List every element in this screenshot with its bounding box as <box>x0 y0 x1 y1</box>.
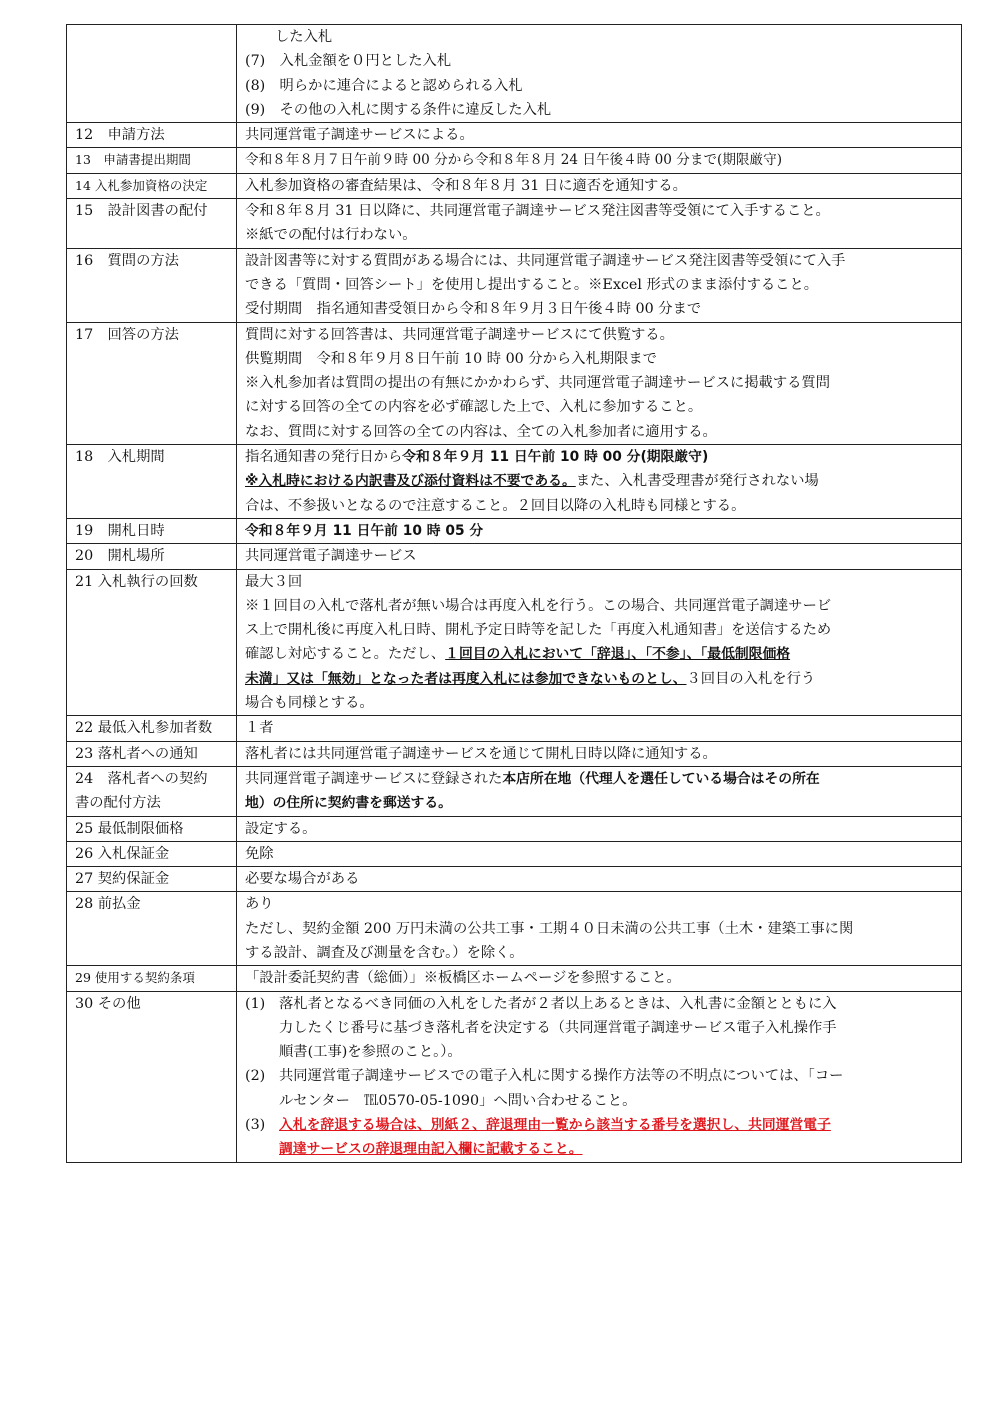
row-header: 12 申請方法 <box>67 123 237 148</box>
item-number: (1) <box>245 995 266 1012</box>
table-row <box>67 991 962 1162</box>
table-row <box>67 766 962 816</box>
content-line: 共同運営電子調達サービス <box>245 548 417 565</box>
table-row <box>67 841 962 866</box>
header-line: 書の配付方法 <box>75 795 161 812</box>
bid-conditions-table <box>66 24 962 1163</box>
content-line: 設定する。 <box>245 820 317 837</box>
row-header: 27 契約保証金 <box>67 867 237 892</box>
content-line: あり <box>245 896 274 913</box>
table-row <box>67 248 962 322</box>
content-line: 質問に対する回答書は、共同運営電子調達サービスにて供覧する。 <box>245 326 674 343</box>
bid-deadline: 令和８年９月 11 日午前 10 時 00 分(期限厳守) <box>402 449 709 466</box>
content-line: (9) その他の入札に関する条件に違反した入札 <box>245 101 552 118</box>
content-line: ※入札参加者は質問の提出の有無にかかわらず、共同運営電子調達サービスに掲載する質問 <box>245 375 831 392</box>
table-row <box>67 569 962 716</box>
list-item <box>245 992 953 1065</box>
row-content <box>237 148 962 173</box>
row-content <box>237 816 962 841</box>
content-line: 力したくじ番号に基づき落札者を決定する（共同運営電子調達サービス電子入札操作手 <box>279 1019 837 1036</box>
row-header: 17 回答の方法 <box>67 322 237 444</box>
content-line: 場合も同様とする。 <box>245 695 374 712</box>
row-content <box>237 741 962 766</box>
content-text: 確認し対応すること。ただし、 <box>245 646 446 663</box>
content-line: 順書(工事)を参照のこと。）。 <box>279 1044 462 1061</box>
table-row <box>67 322 962 444</box>
content-line: ※紙での配付は行わない。 <box>245 227 417 244</box>
content-line: １者 <box>245 720 274 737</box>
row-header: 19 開札日時 <box>67 518 237 543</box>
content-line: (7) 入札金額を０円とした入札 <box>245 53 452 70</box>
row-header: 22 最低入札参加者数 <box>67 716 237 741</box>
row-content <box>237 445 962 519</box>
table-row <box>67 173 962 198</box>
row-content <box>237 518 962 543</box>
table-row <box>67 716 962 741</box>
table-row <box>67 741 962 766</box>
table-row <box>67 518 962 543</box>
item-number: (2) <box>245 1068 266 1085</box>
content-line: 共同運営電子調達サービスでの電子入札に関する操作方法等の不明点については、「コー <box>279 1068 844 1085</box>
content-line: ス上で開札後に再度入札日時、開札予定日時等を記した「再度入札通知書」を送信するため <box>245 622 832 639</box>
rebid-exclusion-notice: 未満」又は「無効」となった者は再度入札には参加できないものとし、 <box>245 670 687 687</box>
content-line: 受付期間 指名通知書受領日から令和８年９月３日午後４時 00 分まで <box>245 301 702 318</box>
row-content <box>237 966 962 991</box>
item-text <box>279 992 953 1065</box>
content-line <box>279 1137 953 1161</box>
content-text: 共同運営電子調達サービスに登録された <box>245 770 503 787</box>
row-content <box>237 123 962 148</box>
content-line: ※１回目の入札で落札者が無い場合は再度入札を行う。この場合、共同運営電子調達サービ <box>245 597 832 614</box>
row-content <box>237 199 962 249</box>
item-text <box>279 1064 953 1113</box>
content-line: 免除 <box>245 845 274 862</box>
row-header: 20 開札場所 <box>67 544 237 569</box>
content-line <box>245 445 953 469</box>
breakdown-not-required-notice: ※入札時における内訳書及び添付資料は不要である。 <box>245 473 576 490</box>
item-text <box>279 1113 953 1162</box>
row-header: 21 入札執行の回数 <box>67 569 237 716</box>
row-content <box>237 892 962 966</box>
content-line: ただし、契約金額 200 万円未満の公共工事・工期４０日未満の公共工事（土木・建築工事に関 <box>245 920 854 937</box>
content-text: また、入札書受理書が発行されない場 <box>575 473 819 490</box>
table-row <box>67 892 962 966</box>
row-content <box>237 991 962 1162</box>
content-line: 共同運営電子調達サービスによる。 <box>245 127 474 144</box>
content-line: に対する回答の全ての内容を必ず確認した上で、入札に参加すること。 <box>245 399 703 416</box>
content-line: 設計図書等に対する質問がある場合には、共同運営電子調達サービス発注図書等受領にて入手 <box>245 252 846 269</box>
row-content <box>237 766 962 816</box>
row-content <box>237 716 962 741</box>
row-header: 26 入札保証金 <box>67 841 237 866</box>
table-row <box>67 816 962 841</box>
item-number: (3) <box>245 1117 266 1134</box>
content-line: なお、質問に対する回答の全ての内容は、全ての入札参加者に適用する。 <box>245 423 717 440</box>
table-row <box>67 199 962 249</box>
decline-instruction-notice: 入札を辞退する場合は、別紙２、辞退理由一覧から該当する番号を選択し、共同運営電子 <box>279 1117 831 1134</box>
row-header <box>67 25 237 123</box>
content-line: 「設計委託契約書（総価）」※板橋区ホームページを参照すること。 <box>245 970 681 987</box>
content-line: 合は、不参扱いとなるので注意すること。２回目以降の入札時も同様とする。 <box>245 497 746 514</box>
row-content <box>237 544 962 569</box>
list-item <box>245 1064 953 1113</box>
row-content <box>237 173 962 198</box>
table-row <box>67 148 962 173</box>
content-line: 落札者となるべき同価の入札をした者が２者以上あるときは、入札書に金額とともに入 <box>279 995 837 1012</box>
content-line <box>245 469 953 493</box>
content-line: 最大３回 <box>245 573 303 590</box>
content-line: 落札者には共同運営電子調達サービスを通じて開札日時以降に通知する。 <box>245 745 717 762</box>
decline-instruction-notice: 調達サービスの辞退理由記入欄に記載すること。 <box>279 1141 583 1158</box>
row-header: 18 入札期間 <box>67 445 237 519</box>
content-line: 令和８年８月 31 日以降に、共同運営電子調達サービス発注図書等受領にて入手すること。 <box>245 203 830 220</box>
row-header: 29 使用する契約条項 <box>67 966 237 991</box>
content-line: できる「質問・回答シート」を使用し提出すること。※Excel 形式のまま添付すること。 <box>245 276 819 293</box>
content-line: ルセンター ℡0570-05-1090」へ問い合わせること。 <box>279 1092 637 1109</box>
content-line: する設計、調査及び測量を含む。）を除く。 <box>245 944 524 961</box>
content-line: 供覧期間 令和８年９月８日午前 10 時 00 分から入札期限まで <box>245 350 657 367</box>
content-line <box>245 667 953 691</box>
row-header: 28 前払金 <box>67 892 237 966</box>
bid-notice-document <box>66 24 962 1163</box>
row-content <box>237 841 962 866</box>
mailing-address-notice: 本店所在地（代理人を選任している場合はその所在 <box>502 770 820 787</box>
table-row <box>67 25 962 123</box>
row-header: 15 設計図書の配付 <box>67 199 237 249</box>
row-header: 30 その他 <box>67 991 237 1162</box>
content-line <box>245 767 953 791</box>
row-header: 16 質問の方法 <box>67 248 237 322</box>
content-line: (8) 明らかに連合によると認められる入札 <box>245 77 523 94</box>
header-line: 24 落札者への契約 <box>75 770 208 787</box>
table-row <box>67 123 962 148</box>
table-row <box>67 445 962 519</box>
content-line: 令和８年８月７日午前９時 00 分から令和８年８月 24 日午後４時 00 分まで(期限厳守) <box>245 152 783 169</box>
row-header: 13 申請書提出期間 <box>67 148 237 173</box>
rebid-exclusion-notice: １回目の入札において「辞退」、「不参」、「最低制限価格 <box>445 646 791 663</box>
row-content <box>237 322 962 444</box>
table-row <box>67 544 962 569</box>
content-text: ３回目の入札を行う <box>686 670 816 687</box>
row-header: 23 落札者への通知 <box>67 741 237 766</box>
table-row <box>67 867 962 892</box>
row-content <box>237 867 962 892</box>
list-item <box>245 1113 953 1162</box>
row-header: 25 最低制限価格 <box>67 816 237 841</box>
content-line: 必要な場合がある <box>245 871 360 888</box>
row-content <box>237 248 962 322</box>
content-line <box>245 642 953 666</box>
mailing-address-notice: 地）の住所に契約書を郵送する。 <box>245 795 452 812</box>
table-row <box>67 966 962 991</box>
row-content <box>237 25 962 123</box>
row-content <box>237 569 962 716</box>
content-text: 指名通知書の発行日から <box>245 449 403 466</box>
content-line: した入札 <box>275 29 333 45</box>
row-header <box>67 766 237 816</box>
opening-datetime: 令和８年９月 11 日午前 10 時 05 分 <box>245 522 484 539</box>
row-header: 14 入札参加資格の決定 <box>67 173 237 198</box>
content-line: 入札参加資格の審査結果は、令和８年８月 31 日に適否を通知する。 <box>245 177 687 194</box>
